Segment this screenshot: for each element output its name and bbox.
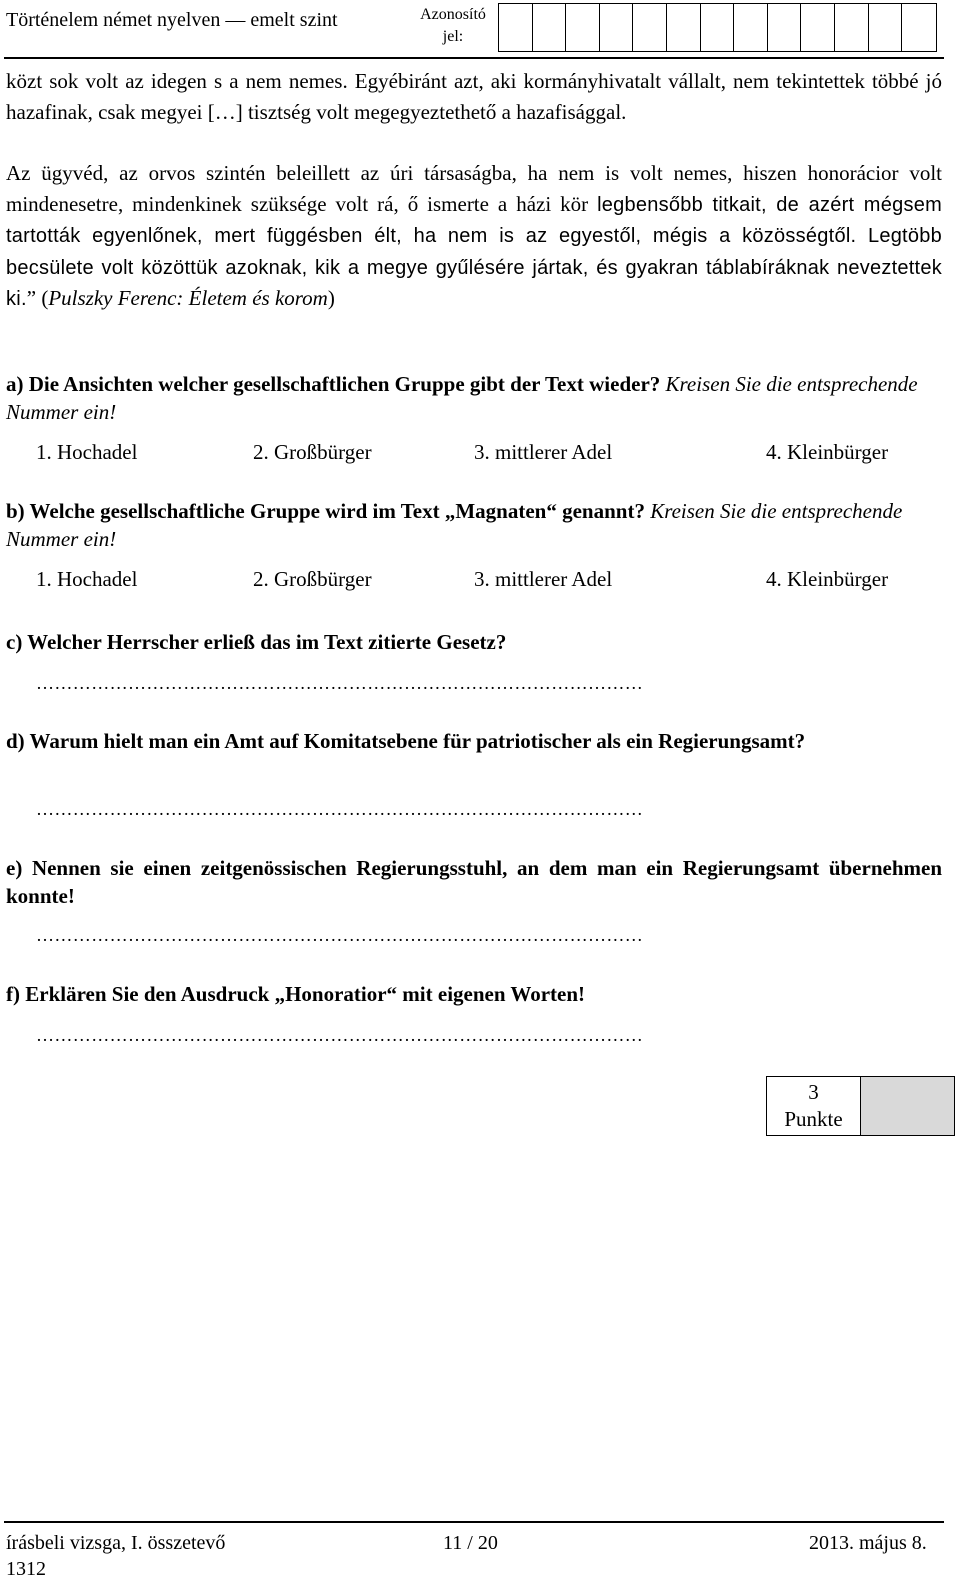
footer-exam-label: írásbeli vizsga, I. összetevő [6, 1532, 226, 1554]
question-b-instruction: Kreisen Sie die entsprechende Nummer ein! [6, 499, 903, 551]
question-a-instruction: Kreisen Sie die entsprechende Nummer ein! [6, 372, 918, 424]
option-a-1[interactable]: 1. Hochadel [36, 440, 138, 464]
id-box[interactable] [667, 4, 701, 51]
footer-date: 2013. május 8. [809, 1532, 927, 1554]
id-box[interactable] [701, 4, 735, 51]
quote-close: ” ( [26, 286, 49, 310]
header-divider [4, 57, 944, 59]
source-paragraph-1: közt sok volt az idegen s a nem nemes. Egyébiránt azt, aki kormányhivatalt vállalt, nem tekintettek többé jó hazafinak, csak megyei […] tisztség volt megegyeztethető a hazafisággal. [6, 69, 942, 124]
id-box[interactable] [600, 4, 634, 51]
question-d [6, 727, 942, 755]
question-f [6, 980, 942, 1008]
score-points: 3 [808, 1080, 819, 1104]
id-label: Azonosító jel: [420, 6, 486, 45]
id-box[interactable] [835, 4, 869, 51]
answer-line-d[interactable]: ……………………………………………………………………………………… [36, 799, 644, 819]
option-a-3[interactable]: 3. mittlerer Adel [474, 440, 613, 464]
id-box[interactable] [533, 4, 567, 51]
option-a-4[interactable]: 4. Kleinbürger [766, 440, 889, 464]
source-paragraph-2 [6, 158, 942, 315]
question-d-text: d) Warum hielt man ein Amt auf Komitatsebene für patriotischer als ein Regierungsamt? [6, 729, 806, 753]
option-b-1[interactable]: 1. Hochadel [36, 567, 138, 591]
id-box[interactable] [768, 4, 802, 51]
question-b-text: b) Welche gesellschaftliche Gruppe wird im Text „Magnaten“ genannt? [6, 499, 645, 523]
question-a-text: a) Die Ansichten welcher gesellschaftlichen Gruppe gibt der Text wieder? [6, 372, 661, 396]
score-max [767, 1077, 861, 1135]
option-a-2[interactable]: 2. Großbürger [253, 440, 372, 464]
score-box [766, 1076, 955, 1136]
id-box[interactable] [734, 4, 768, 51]
question-e-text: e) Nennen sie einen zeitgenössischen Regierungsstuhl, an dem man ein Regierungsamt übernehmen konnte! [6, 856, 942, 908]
question-f-text: f) Erklären Sie den Ausdruck „Honoratior“ mit eigenen Worten! [6, 982, 586, 1006]
option-b-3[interactable]: 3. mittlerer Adel [474, 567, 613, 591]
citation-close: ) [327, 286, 335, 310]
question-b [6, 497, 942, 553]
answer-line-c[interactable]: ……………………………………………………………………………………… [36, 673, 644, 693]
id-box[interactable] [499, 4, 533, 51]
question-b-options [0, 567, 960, 595]
id-box[interactable] [869, 4, 903, 51]
source-text-serif: Az ügyvéd, az orvos szintén beleillett az úri társaságba, ha nem is volt nemes, hiszen honorácior volt mindenesetre, mindenkinek szüksége volt rá, ő ismerte a házi kör [6, 161, 942, 216]
id-box-grid [498, 3, 937, 52]
question-c-text: c) Welcher Herrscher erließ das im Text zitierte Gesetz? [6, 630, 507, 654]
answer-line-f[interactable]: ……………………………………………………………………………………… [36, 1025, 644, 1045]
score-entry-field[interactable] [861, 1077, 954, 1135]
id-box[interactable] [633, 4, 667, 51]
question-a [6, 370, 942, 426]
id-box[interactable] [566, 4, 600, 51]
id-box[interactable] [902, 4, 936, 51]
answer-line-e[interactable]: ……………………………………………………………………………………… [36, 925, 644, 945]
source-text-sans: legbensőbb titkait, de azért mégsem tartották egyenlőnek, mert függésben élt, ha nem is az egyestől, mégis a közösségtől. Legtöbb becsülete volt közöttük azoknak, kik a megye gyűlésére jártak, és gyakran táblabíráknak neveztettek ki. [6, 193, 942, 310]
score-label: Punkte [784, 1107, 843, 1131]
id-box[interactable] [801, 4, 835, 51]
header-title: Történelem német nyelven — emelt szint [6, 9, 338, 31]
question-a-options [0, 440, 960, 468]
footer-divider [4, 1521, 944, 1523]
footer-page-number: 11 / 20 [443, 1532, 498, 1554]
question-e [6, 854, 942, 910]
question-c [6, 628, 942, 656]
source-citation: Pulszky Ferenc: Életem és korom [48, 286, 328, 310]
option-b-4[interactable]: 4. Kleinbürger [766, 567, 889, 591]
footer-code: 1312 [6, 1558, 46, 1580]
option-b-2[interactable]: 2. Großbürger [253, 567, 372, 591]
